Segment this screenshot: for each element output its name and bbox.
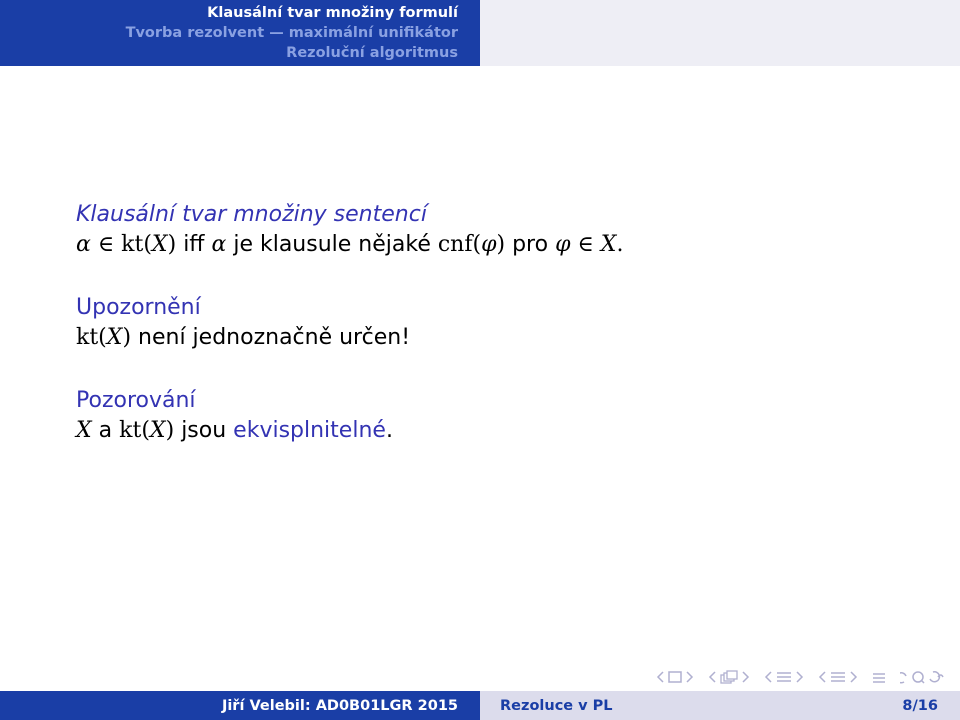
observation-block bbox=[76, 386, 916, 446]
footer-author: Jiří Velebil: AD0B01LGR 2015 bbox=[0, 691, 480, 720]
math-lparen: ( bbox=[98, 325, 107, 350]
warning-text: není jednoznačně určen! bbox=[138, 325, 411, 350]
search-icon[interactable] bbox=[900, 670, 944, 684]
definition-body bbox=[76, 230, 916, 260]
math-kt: kt bbox=[121, 232, 144, 257]
warning-block bbox=[76, 293, 916, 353]
footer-title: Rezoluce v PL bbox=[500, 697, 613, 714]
subsection-next-icon[interactable] bbox=[742, 671, 750, 683]
math-lparen: ( bbox=[141, 418, 150, 443]
frame-nav bbox=[656, 671, 694, 683]
section-prev-icon[interactable] bbox=[764, 671, 772, 683]
frame-next-icon[interactable] bbox=[686, 671, 694, 683]
frame-icon[interactable] bbox=[668, 671, 682, 683]
math-x: X bbox=[151, 232, 168, 257]
subsection-nav bbox=[708, 670, 750, 684]
math-phi: φ bbox=[481, 232, 497, 257]
navigation-symbols bbox=[656, 670, 944, 684]
subsection-prev-icon[interactable] bbox=[708, 671, 716, 683]
math-rparen: ) bbox=[165, 418, 175, 443]
section-link-algorithm[interactable]: Rezoluční algoritmus bbox=[286, 45, 458, 61]
math-alpha: α bbox=[76, 232, 91, 257]
footer-title-bar bbox=[480, 691, 960, 720]
math-alpha: α bbox=[211, 232, 227, 257]
doc-prev-icon[interactable] bbox=[818, 671, 826, 683]
math-x: X bbox=[149, 418, 166, 443]
document-nav bbox=[818, 671, 858, 683]
observation-body bbox=[76, 416, 916, 446]
text-period: . bbox=[385, 418, 393, 443]
text-pro: pro bbox=[512, 232, 549, 257]
math-x: X bbox=[106, 325, 123, 350]
math-lparen: ( bbox=[472, 232, 482, 257]
footline bbox=[0, 691, 960, 720]
subsection-icon[interactable] bbox=[720, 670, 738, 684]
alert-equisatisfiable: ekvisplnitelné bbox=[233, 418, 386, 443]
slide-content bbox=[76, 200, 916, 479]
doc-next-icon[interactable] bbox=[850, 671, 858, 683]
section-next-icon[interactable] bbox=[796, 671, 804, 683]
section-icon[interactable] bbox=[776, 671, 792, 683]
footer-page-number: 8/16 bbox=[902, 697, 938, 714]
math-kt: kt bbox=[119, 418, 142, 443]
text-clause: je klausule nějaké bbox=[233, 232, 431, 257]
math-rparen: ) bbox=[496, 232, 506, 257]
section-link-resolvents[interactable]: Tvorba rezolvent — maximální unifikátor bbox=[125, 25, 458, 41]
math-x: X bbox=[600, 232, 617, 257]
text-jsou: jsou bbox=[181, 418, 227, 443]
section-navigation bbox=[0, 0, 480, 66]
warning-body bbox=[76, 323, 916, 353]
text-a: a bbox=[98, 418, 113, 443]
definition-block bbox=[76, 200, 916, 260]
observation-title: Pozorování bbox=[76, 388, 196, 413]
frame-prev-icon[interactable] bbox=[656, 671, 664, 683]
math-lparen: ( bbox=[143, 232, 152, 257]
text-iff: iff bbox=[183, 232, 205, 257]
align-icon[interactable] bbox=[872, 671, 886, 683]
headline bbox=[0, 0, 960, 66]
section-nav bbox=[764, 671, 804, 683]
math-kt: kt bbox=[76, 325, 99, 350]
warning-title: Upozornění bbox=[76, 295, 201, 320]
current-section-link[interactable]: Klausální tvar množiny formulí bbox=[207, 5, 458, 21]
math-rparen: ) bbox=[122, 325, 132, 350]
doc-icon[interactable] bbox=[830, 671, 846, 683]
math-phi: φ bbox=[555, 232, 571, 257]
math-cnf: cnf bbox=[437, 232, 473, 257]
math-x: X bbox=[76, 418, 92, 443]
headline-right-panel bbox=[480, 0, 960, 66]
math-in: ∈ bbox=[97, 232, 115, 257]
math-rparen: ) bbox=[167, 232, 177, 257]
definition-title: Klausální tvar množiny sentencí bbox=[76, 202, 427, 227]
math-in: ∈ bbox=[577, 232, 594, 257]
math-period: . bbox=[616, 232, 624, 257]
